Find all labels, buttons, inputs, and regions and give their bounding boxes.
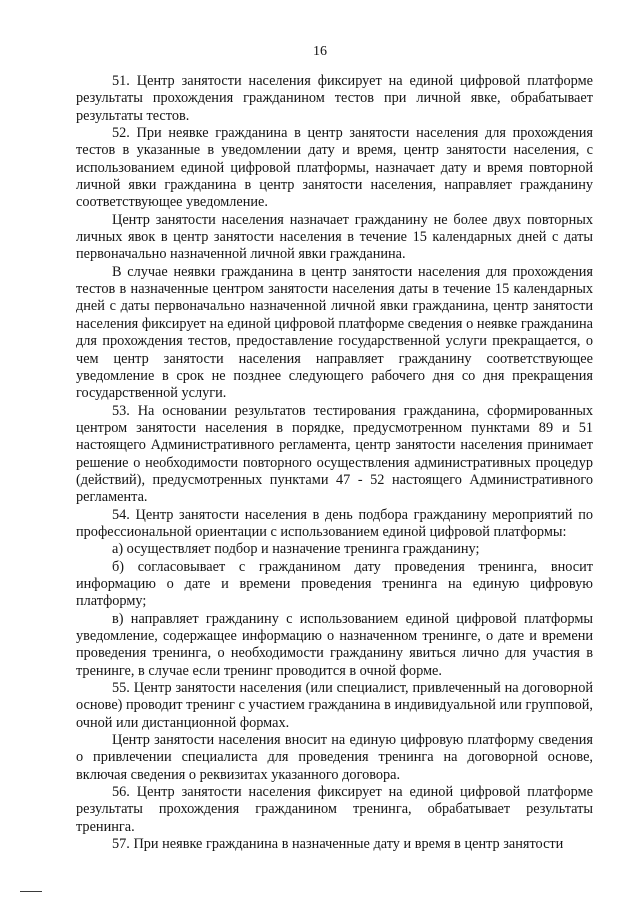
page-number: 16 (313, 44, 327, 59)
paragraph-51: 51. Центр занятости населения фиксирует на единой цифровой платформе результаты прохождения гражданином тестов при личной явке, обрабатывает результаты тестов. (76, 73, 593, 124)
paragraph-52-repeat-visits: Центр занятости населения назначает гражданину не более двух повторных личных явок в центр занятости населения в течение 15 календарных дней с даты первоначально назначенной личной явки гражданина. (76, 211, 593, 263)
paragraph-54: 54. Центр занятости населения в день подбора гражданину мероприятий по профессиональной ориентации с использованием единой цифровой платформы: (76, 506, 593, 540)
paragraph-53: 53. На основании результатов тестирования гражданина, сформированных центром занятости населения в порядке, предусмотренном пунктами 89 и 51 настоящего Административного регламента, центр занятости населения принимает решение о необходимости повторного осуществления административных процедур (действий), предусмотренных пунктами 47 - 52 настоящего Административного регламента. (76, 402, 593, 506)
paragraph-55: 55. Центр занятости населения (или специалист, привлеченный на договорной основе) проводит тренинг с участием гражданина в индивидуальной или групповой, очной или дистанционной формах. (76, 680, 593, 731)
document-body (76, 73, 593, 853)
paragraph-52: 52. При неявке гражданина в центр занятости населения для прохождения тестов в указанные в уведомлении дату и время, центр занятости населения, с использованием единой цифровой платформы, назначает дату и время повторной личной явки гражданина в центр занятости населения, направляет гражданину соответствующее уведомление. (76, 125, 593, 211)
paragraph-52-non-appearance: В случае неявки гражданина в центр занятости населения для прохождения тестов в назначенные центром занятости населения даты в течение 15 календарных дней с даты первоначально назначенной личной явки гражданина, центр занятости населения фиксирует на единой цифровой платформе сведения о неявке гражданина для прохождения тестов, предоставление государственной услуги прекращается, о чем центр занятости населения направляет гражданину соответствующее уведомление в срок не позднее следующего рабочего дня со дня прекращения государственной услуги. (76, 263, 593, 402)
paragraph-54-item-a: а) осуществляет подбор и назначение тренинга гражданину; (112, 541, 480, 558)
paragraph-57: 57. При неявке гражданина в назначенные дату и время в центр занятости (112, 836, 564, 853)
paragraph-54-item-b: б) согласовывает с гражданином дату проведения тренинга, вносит информацию о дате и времени проведения тренинга на единую цифровую платформу; (76, 558, 593, 610)
paragraph-56: 56. Центр занятости населения фиксирует на единой цифровой платформе результаты прохождения гражданином тренинга, обрабатывает результаты тренинга. (76, 784, 593, 835)
paragraph-55-specialist: Центр занятости населения вносит на единую цифровую платформу сведения о привлечении специалиста для проведения тренинга на договорной основе, включая сведения о реквизитах указанного договора. (76, 732, 593, 783)
scan-edge-mark (20, 891, 42, 892)
paragraph-54-item-v: в) направляет гражданину с использованием единой цифровой платформы уведомление, содержащее информацию о назначенном тренинге, о дате и времени проведения тренинга, о необходимости гражданину явиться лично для участия в тренинге, в случае если тренинг проводится в очной форме. (76, 610, 593, 679)
